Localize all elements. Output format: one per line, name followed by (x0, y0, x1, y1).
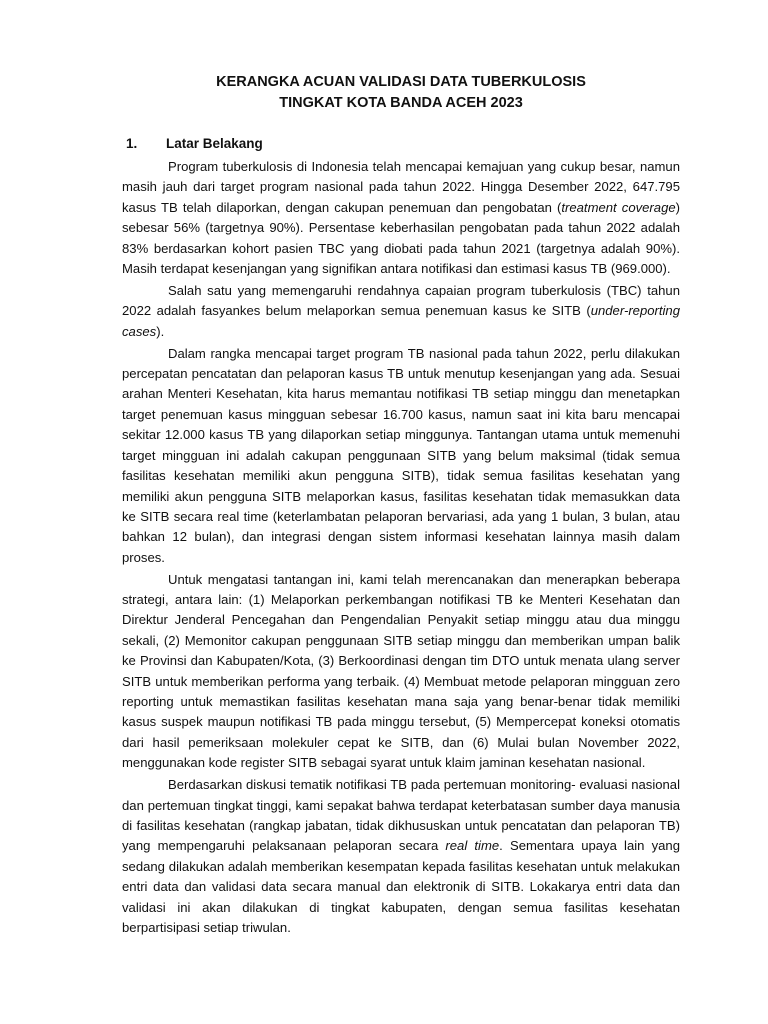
paragraph-2-italic: under-reporting cases (122, 303, 680, 339)
section-heading (122, 134, 680, 154)
section-title: Latar Belakang (166, 136, 263, 151)
document-title (122, 72, 680, 114)
title-line-2: TINGKAT KOTA BANDA ACEH 2023 (279, 95, 523, 111)
paragraph-5-text-a: Berdasarkan diskusi tematik notifikasi TB pada pertemuan monitoring- evaluasi nasional dan pertemuan tingkat tinggi, kami sepakat bahwa terdapat keterbatasan sumber daya manusia di fasilitas kesehatan (rangkap jabatan, tidak dikhususkan untuk pencatatan dan pelaporan TB) yang mempengaruhi pelaksanaan pelaporan secara (122, 777, 680, 854)
paragraph-4: Untuk mengatasi tantangan ini, kami telah merencanakan dan menerapkan beberapa strategi, antara lain: (1) Melaporkan perkembangan notifikasi TB ke Menteri Kesehatan dan Direktur Jenderal Pencegahan dan Pengendalian Penyakit setiap minggu atau dua minggu sekali, (2) Memonitor cakupan penggunaan SITB setiap minggu dan memberikan umpan balik ke Provinsi dan Kabupaten/Kota, (3) Berkoordinasi dengan tim DTO untuk menata ulang server SITB untuk memberikan performa yang terbaik. (4) Membuat metode pelaporan mingguan zero reporting untuk memastikan fasilitas kesehatan mana saja yang benar-benar tidak memiliki kasus suspek maupun notifikasi TB pada minggu tersebut, (5) Mempercepat koneksi otomatis dari hasil pemeriksaan molekuler cepat ke SITB, dan (6) Mulai bulan November 2022, menggunakan kode register SITB sebagai syarat untuk klaim jaminan kesehatan nasional. (122, 571, 680, 771)
paragraph-1-text-a: Program tuberkulosis di Indonesia telah mencapai kemajuan yang cukup besar, namun masih jauh dari target program nasional pada tahun 2022. Hingga Desember 2022, 647.795 kasus TB telah dilaporkan, dengan cakupan penemuan dan pengobatan ( (122, 159, 680, 215)
paragraph-3: Dalam rangka mencapai target program TB nasional pada tahun 2022, perlu dilakukan percepatan pencatatan dan pelaporan kasus TB untuk menutup kesenjangan yang ada. Sesuai arahan Menteri Kesehatan, kita harus memantau notifikasi TB setiap minggu dan menetapkan target penemuan kasus mingguan sebesar 16.700 kasus, namun saat ini kita baru mencapai sekitar 12.000 kasus TB yang dilaporkan setiap minggunya. Tantangan utama untuk memenuhi target mingguan ini adalah cakupan penggunaan SITB yang belum maksimal (tidak semua fasilitas kesehatan memiliki akun pengguna SITB), tidak semua fasilitas kesehatan yang memiliki akun pengguna SITB melaporkan kasus, fasilitas kesehatan tidak memasukkan data ke SITB secara real time (keterlambatan pelaporan bervariasi, ada yang 1 bulan, 3 bulan, atau bahkan 12 bulan), dan integrasi dengan sistem informasi kesehatan lainnya masih dalam proses. (122, 345, 680, 565)
paragraph-1-text-b: ) sebesar 56% (targetnya 90%). Persentase keberhasilan pengobatan pada tahun 2022 adalah 83% berdasarkan kohort pasien TBC yang diobati pada tahun 2021 (targetnya adalah 90%). Masih terdapat kesenjangan yang signifikan antara notifikasi dan estimasi kasus TB (969.000). (122, 199, 681, 277)
paragraph-1-italic: treatment coverage (561, 199, 676, 215)
paragraph-2 (122, 281, 680, 342)
paragraph-5 (122, 775, 680, 938)
document-page (122, 72, 680, 940)
paragraph-1 (122, 157, 680, 279)
paragraph-2-text-b: ). (156, 323, 165, 339)
paragraph-5-text-b: . Sementara upaya lain yang sedang dilakukan adalah memberikan kesempatan kepada fasilitas kesehatan untuk melakukan entri data dan validasi data secara manual dan elektronik di SITB. Lokakarya entri data dan validasi ini akan dilakukan di tingkat kabupaten, dengan semua fasilitas kesehatan berpartisipasi setiap triwulan. (122, 838, 680, 936)
paragraph-5-italic: real time (445, 838, 500, 854)
section-number: 1. (126, 136, 138, 151)
title-line-1: KERANGKA ACUAN VALIDASI DATA TUBERKULOSIS (216, 74, 586, 90)
paragraph-2-text-a: Salah satu yang memengaruhi rendahnya capaian program tuberkulosis (TBC) tahun 2022 adalah fasyankes belum melaporkan semua penemuan kasus ke SITB ( (122, 282, 680, 319)
